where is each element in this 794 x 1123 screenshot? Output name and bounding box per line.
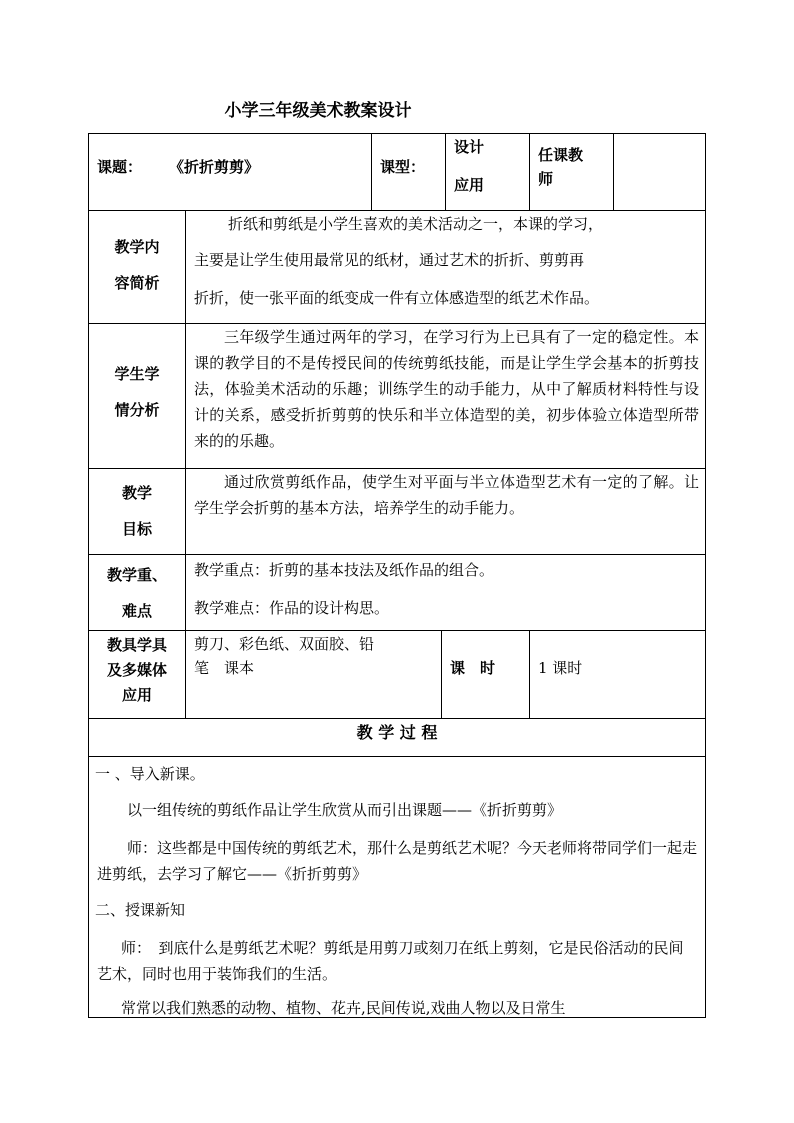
process-paragraph-4: 常常以我们熟悉的动物、植物、花卉,民间传说,戏曲人物以及日常生 [121, 999, 566, 1017]
keypoints-label-line2: 难点 [121, 602, 152, 620]
process-paragraph-3: 师： 到底什么是剪纸艺术呢？剪纸是用剪刀或刻刀在纸上剪刻，它是民俗活动的民间艺术，同时也用于装饰我们的生活。 [97, 939, 684, 983]
teacher-label-cell [529, 134, 613, 210]
materials-row [89, 630, 705, 719]
materials-text-line1: 剪刀、彩色纸、双面胶、铅 [194, 635, 375, 653]
difficulty-text: 教学难点：作品的设计构思。 [194, 599, 390, 617]
students-label-line1: 学生学 [114, 365, 160, 383]
materials-text-line2: 笔 课本 [194, 659, 255, 677]
key-point-text: 教学重点：折剪的基本技法及纸作品的组合。 [194, 561, 495, 579]
materials-label-line3: 应用 [121, 686, 152, 704]
hours-value-cell [529, 631, 705, 719]
content-text-line1: 折纸和剪纸是小学生喜欢的美术活动之一，本课的学习， [228, 215, 604, 233]
goals-row [89, 468, 705, 555]
process-title-row [89, 718, 705, 757]
type-value-line1: 设计 [454, 138, 485, 156]
section-2-heading: 二、授课新知 [95, 901, 186, 919]
content-text-cell [185, 211, 705, 324]
teacher-value-cell [613, 134, 705, 210]
lesson-plan-table [88, 133, 706, 1018]
teacher-label-line2: 师 [538, 170, 554, 188]
keypoints-text-cell [185, 555, 705, 631]
content-label-line2: 容简析 [114, 274, 160, 292]
content-text-line2: 主要是让学生使用最常见的纸材，通过艺术的折折、剪剪再 [194, 251, 585, 269]
students-text: 三年级学生通过两年的学习，在学习行为上已具有了一定的稳定性。本课的教学目的不是传授民间的传统剪纸技能，而是让学生学会基本的折剪技法，体验美术活动的乐趣；训练学生的动手能力，从中了解质材料特性与设计的关系，感受折折剪剪的快乐和半立体造型的美，初步体验立体造型所带来的的乐趣。 [194, 328, 699, 450]
content-label-cell [89, 211, 185, 324]
materials-label-line2: 及多媒体 [106, 661, 167, 679]
goals-label-line2: 目标 [121, 520, 152, 538]
hours-value: 1 课时 [538, 659, 583, 677]
type-value-cell [445, 134, 529, 210]
process-paragraph-1: 以一组传统的剪纸作品让学生欣赏从而引出课题——《折折剪剪》 [127, 801, 563, 819]
topic-value: 《折折剪剪》 [169, 158, 260, 176]
teacher-label-line1: 任课教 [538, 146, 584, 164]
students-text-cell [185, 324, 705, 469]
materials-label-line1: 教具学具 [106, 636, 167, 654]
students-label-cell [89, 324, 185, 469]
goals-label-line1: 教学 [121, 484, 152, 502]
materials-label-cell [89, 631, 185, 719]
goals-text: 通过欣赏剪纸作品，使学生对平面与半立体造型艺术有一定的了解。让学生学会折剪的基本方法，培养学生的动手能力。 [194, 473, 699, 517]
students-row [89, 323, 705, 469]
keypoints-label-cell [89, 555, 185, 631]
type-value-line2: 应用 [454, 176, 485, 194]
topic-label: 课题： [97, 158, 143, 176]
header-row [89, 134, 705, 210]
process-title: 教 学 过 程 [356, 723, 438, 742]
type-label-cell [371, 134, 445, 210]
topic-cell [89, 134, 371, 210]
goals-label-cell [89, 469, 185, 555]
content-label-line1: 教学内 [114, 238, 160, 256]
students-label-line2: 情分析 [114, 401, 160, 419]
hours-label: 课 时 [450, 659, 496, 677]
type-label: 课型： [380, 158, 426, 176]
content-text-line3: 折折，使一张平面的纸变成一件有立体感造型的纸艺术作品。 [194, 289, 600, 307]
content-row [89, 210, 705, 324]
process-body-row [89, 756, 705, 1017]
hours-label-cell [441, 631, 529, 719]
section-1-heading: 一 、导入新课。 [95, 765, 205, 783]
goals-text-cell [185, 469, 705, 555]
keypoints-row [89, 554, 705, 631]
process-paragraph-2: 师：这些都是中国传统的剪纸艺术，那什么是剪纸艺术呢？今天老师将带同学们一起走进剪纸，去学习了解它——《折折剪剪》 [97, 839, 698, 883]
materials-text-cell [185, 631, 441, 719]
page-title: 小学三年级美术教案设计 [224, 101, 412, 121]
keypoints-label-line1: 教学重、 [106, 566, 167, 584]
